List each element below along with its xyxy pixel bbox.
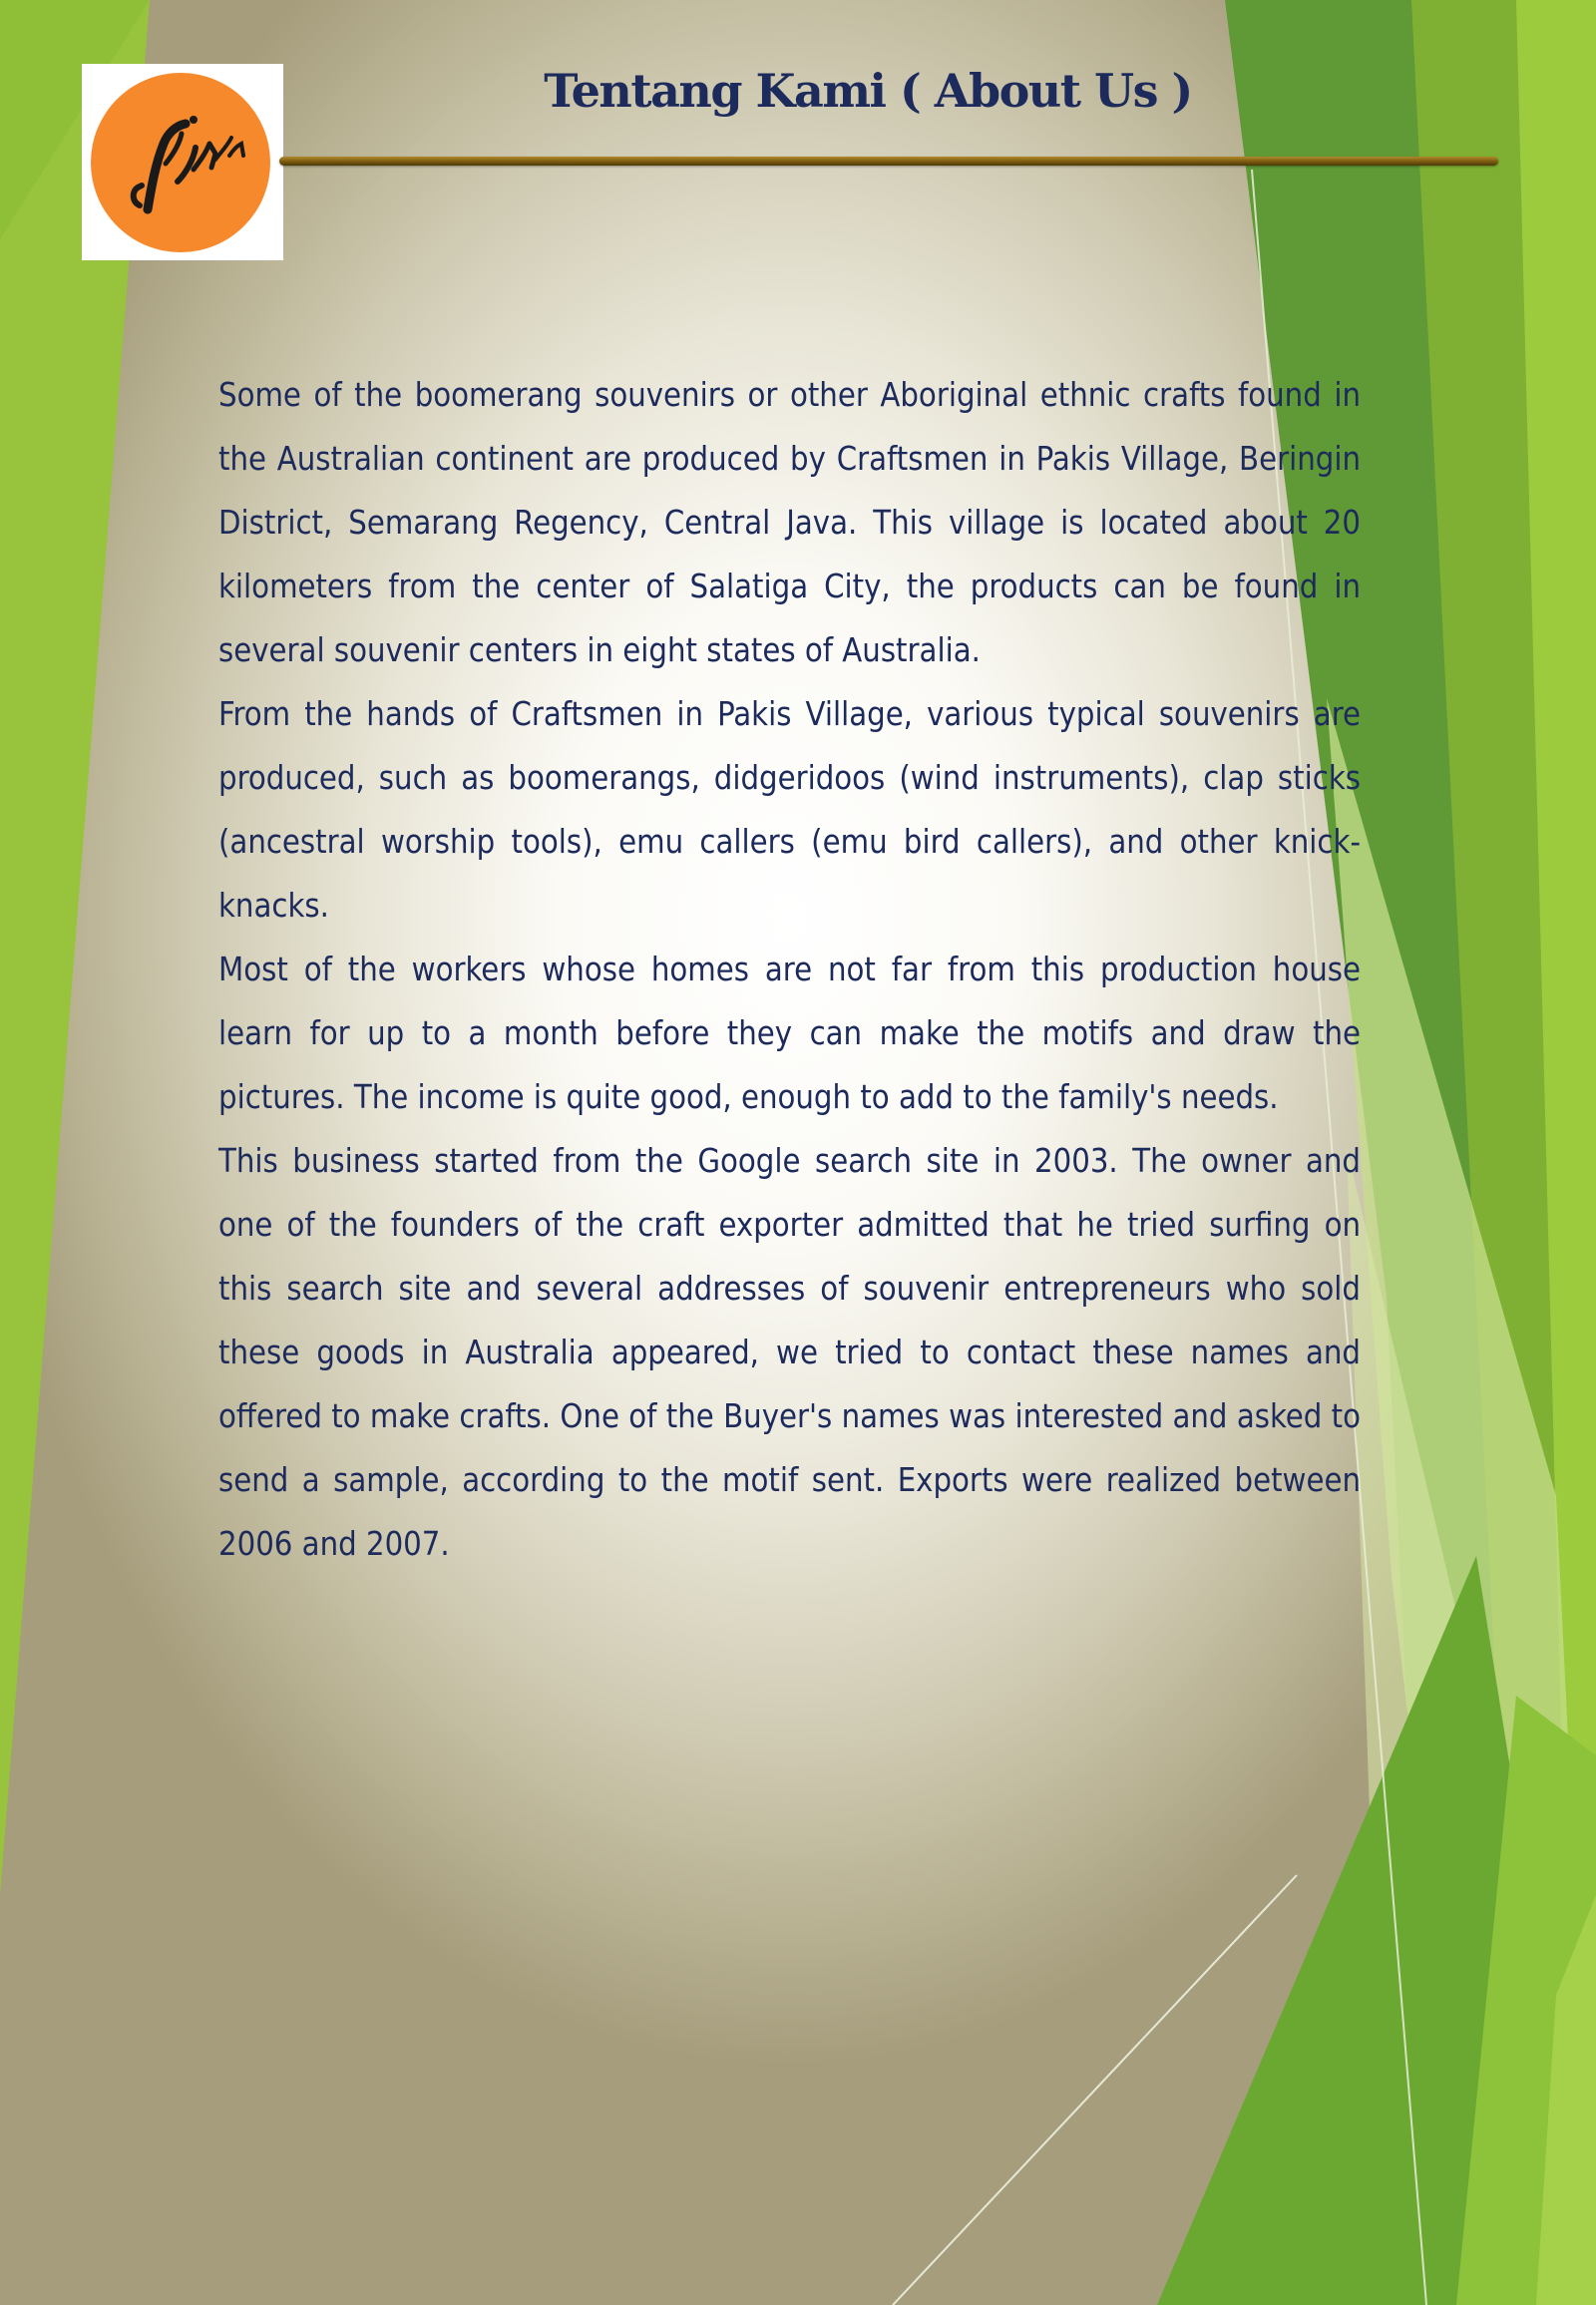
page-title: Tentang Kami ( About Us ) [544, 64, 1192, 118]
title-divider [279, 157, 1498, 166]
left-green-band [0, 0, 150, 1895]
paragraph-1: Some of the boomerang souvenirs or other Aboriginal ethnic crafts found in the Australian continent are produced by Craftsmen in Pakis Village, Beringin District, Semarang Regency, Central Java. This village is located about 20 kilometers from the center of Salatiga City, the products can be found in several souvenir centers in eight states of Australia. [218, 376, 1361, 669]
paragraph-3: Most of the workers whose homes are not far from this production house learn for up to a month before they can make the motifs and draw the pictures. The income is quite good, enough to add to the family's needs. [218, 951, 1361, 1116]
paragraph-4: This business started from the Google search site in 2003. The owner and one of the founders of the craft exporter admitted that he tried surfing on this search site and several addresses of souvenir entrepreneurs who sold these goods in Australia appeared, we tried to contact these names and offered to make crafts. One of the Buyer's names was interested and asked to send a sample, according to the motif sent. Exports were realized between 2006 and 2007. [218, 1142, 1361, 1563]
company-logo [82, 64, 283, 260]
kangaroo-logo-icon [82, 64, 283, 260]
paragraph-2: From the hands of Craftsmen in Pakis Village, various typical souvenirs are produced, such as boomerangs, didgeridoos (wind instruments), clap sticks (ancestral worship tools), emu callers (emu bird callers), and other knick-knacks. [218, 695, 1361, 925]
body-text [218, 363, 1361, 1576]
